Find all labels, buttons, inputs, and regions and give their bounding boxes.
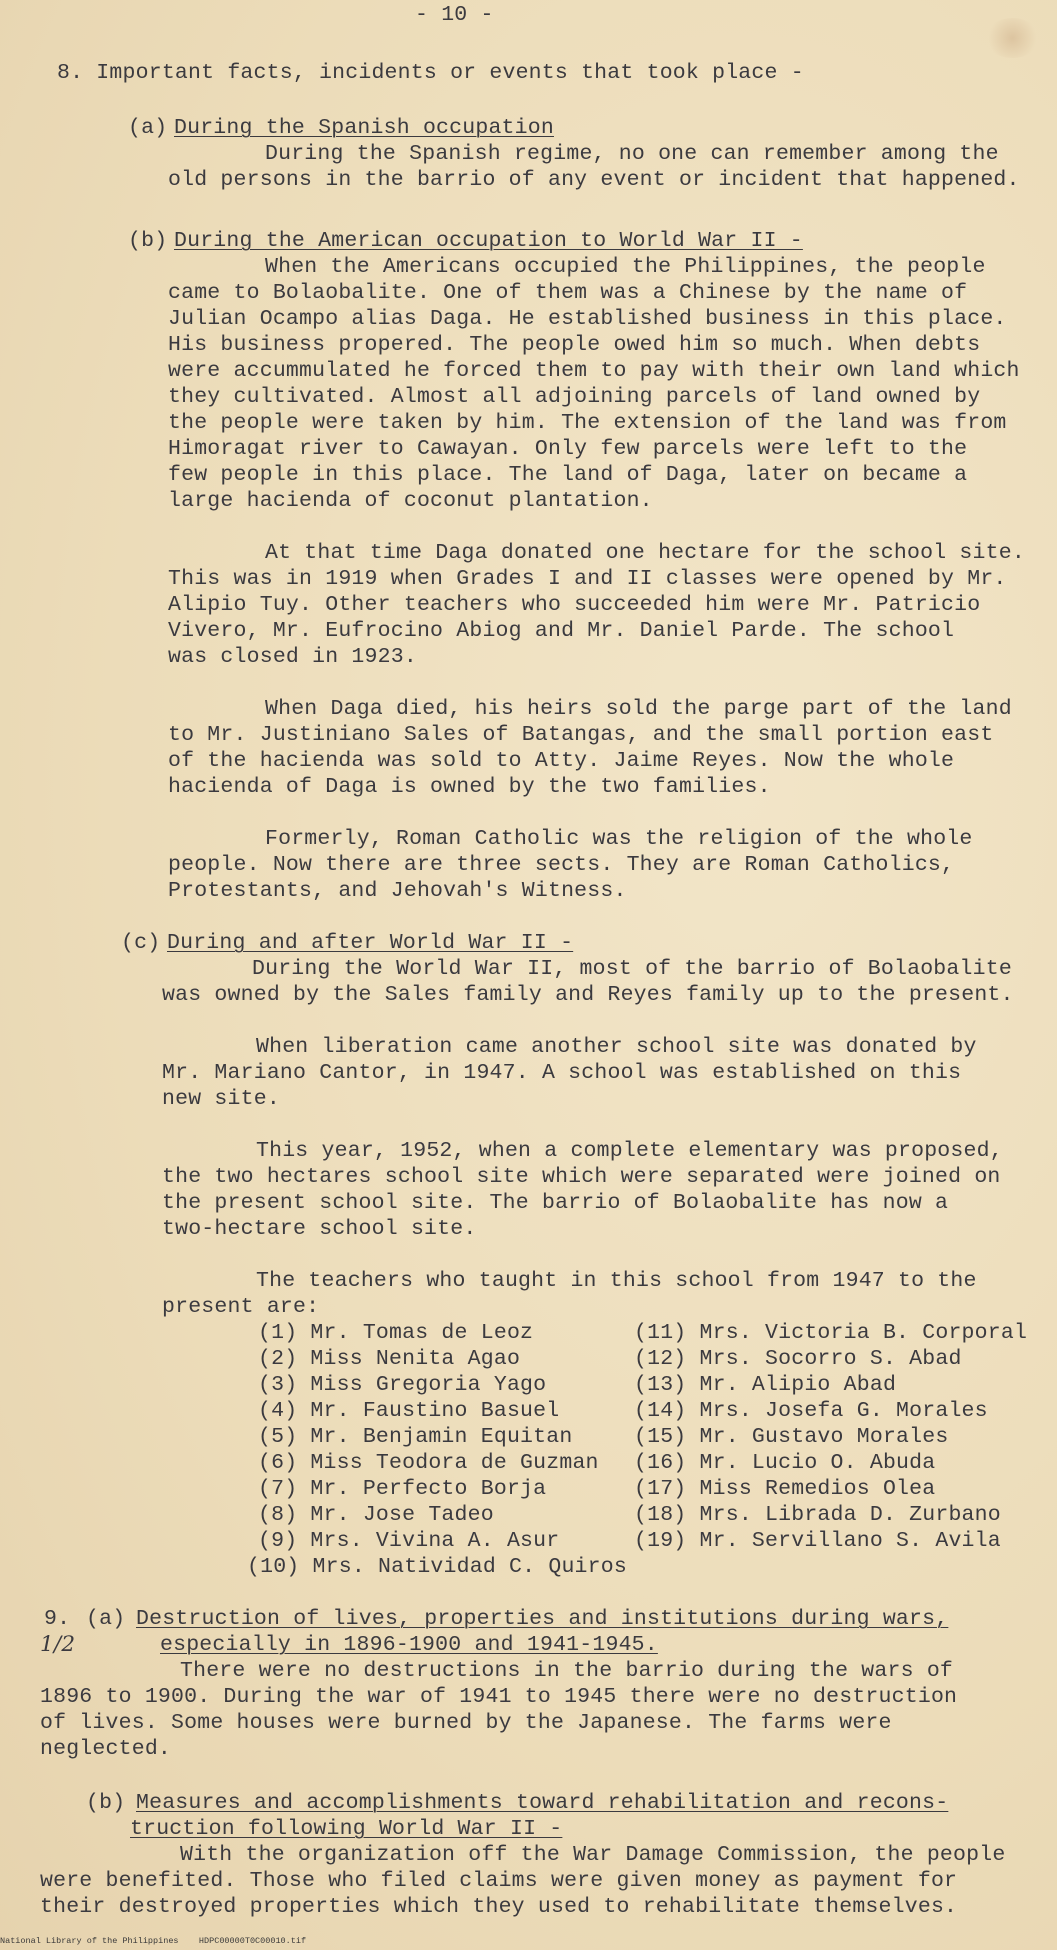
section-8c-line: two-hectare school site. [162, 1217, 477, 1241]
section-8b-line: few people in this place. The land of Daga, later on became a [168, 463, 968, 487]
section-8c-line: was owned by the Sales family and Reyes family up to the present. [162, 983, 1014, 1007]
section-9b-line: were benefited. Those who filed claims were given money as payment for [40, 1869, 958, 1893]
teacher-list-item: (4) Mr. Faustino Basuel [258, 1399, 560, 1423]
teacher-list-item: (17) Miss Remedios Olea [634, 1477, 936, 1501]
section-8b-line: Himoragat river to Cawayan. Only few parcels were left to the [168, 437, 968, 461]
section-8c-line: present are: [162, 1295, 320, 1319]
section-8c-marker: (c) [121, 931, 161, 955]
section-8b-line: of the hacienda was sold to Atty. Jaime Reyes. Now the whole [168, 749, 955, 773]
section-9b-line: their destroyed properties which they used to rehabilitate themselves. [40, 1895, 958, 1919]
section-9b-line: With the organization off the War Damage Commission, the people [180, 1843, 1006, 1867]
margin-note: 1/2 [40, 1632, 76, 1657]
teacher-list-item: (16) Mr. Lucio O. Abuda [634, 1451, 936, 1475]
teacher-list-item: (12) Mrs. Socorro S. Abad [634, 1347, 962, 1371]
section-9a-line: 1896 to 1900. During the war of 1941 to 1945 there were no destruction [40, 1685, 958, 1709]
teacher-list-item: (18) Mrs. Librada D. Zurbano [634, 1503, 1001, 1527]
section-9b-title: truction following World War II - [130, 1817, 563, 1841]
teacher-list-item: (5) Mr. Benjamin Equitan [258, 1425, 573, 1449]
section-8b-line: were accummulated he forced them to pay with their own land which [168, 359, 1020, 383]
section-8c-line: During the World War II, most of the barrio of Bolaobalite [252, 957, 1012, 981]
teacher-list-item: (6) Miss Teodora de Guzman [258, 1451, 599, 1475]
teacher-list-item: (3) Miss Gregoria Yago [258, 1373, 547, 1397]
section-8b-line: they cultivated. Almost all adjoining parcels of land owned by [168, 385, 981, 409]
teacher-list-item: (7) Mr. Perfecto Borja [258, 1477, 547, 1501]
section-9a-title: Destruction of lives, properties and institutions during wars, [136, 1607, 949, 1631]
section-8c-title: During and after World War II - [167, 931, 574, 955]
section-8b-line: the people were taken by him. The extension of the land was from [168, 411, 1007, 435]
section-9a-line: of lives. Some houses were burned by the Japanese. The farms were [40, 1711, 892, 1735]
teacher-list-item: (2) Miss Nenita Agao [258, 1347, 521, 1371]
section-8b-line: Alipio Tuy. Other teachers who succeeded him were Mr. Patricio [168, 593, 981, 617]
section-8b-line: When Daga died, his heirs sold the parge part of the land [265, 697, 1012, 721]
section-8b-line: At that time Daga donated one hectare for the school site. [265, 541, 1025, 565]
teacher-list-item: (1) Mr. Tomas de Leoz [258, 1321, 534, 1345]
section-8b-line: came to Bolaobalite. One of them was a Chinese by the name of [168, 281, 968, 305]
section-9b-title: Measures and accomplishments toward rehabilitation and recons- [136, 1791, 949, 1815]
teacher-list-item: (11) Mrs. Victoria B. Corporal [634, 1321, 1028, 1345]
teacher-list-item: (19) Mr. Servillano S. Avila [634, 1529, 1001, 1553]
section-8b-line: Vivero, Mr. Eufrocino Abiog and Mr. Daniel Parde. The school [168, 619, 955, 643]
section-8a-marker: (a) [128, 116, 168, 140]
section-8b-line: large hacienda of coconut plantation. [168, 489, 653, 513]
section-8a-line: old persons in the barrio of any event or incident that happened. [168, 168, 1020, 192]
section-8b-line: Julian Ocampo alias Daga. He established business in this place. [168, 307, 1007, 331]
section-9a-title: especially in 1896-1900 and 1941-1945. [160, 1633, 658, 1657]
section-9a-line: neglected. [40, 1737, 172, 1761]
section-8b-line: When the Americans occupied the Philippines, the people [265, 255, 986, 279]
teacher-list-item: (13) Mr. Alipio Abad [634, 1373, 897, 1397]
section-8b-line: hacienda of Daga is owned by the two families. [168, 775, 771, 799]
teacher-list-item: (14) Mrs. Josefa G. Morales [634, 1399, 988, 1423]
section-8b-title: During the American occupation to World War II - [174, 229, 803, 253]
section-9-number: 9. [44, 1607, 71, 1631]
section-8c-line: This year, 1952, when a complete elementary was proposed, [256, 1139, 1003, 1163]
section-8-heading: 8. Important facts, incidents or events that took place - [57, 61, 804, 85]
section-8b-line: Formerly, Roman Catholic was the religion of the whole [265, 827, 973, 851]
section-9b-marker: (b) [86, 1791, 126, 1815]
section-8b-marker: (b) [128, 229, 168, 253]
scan-footer: National Library of the Philippines HDPC00000T0C00010.tif [0, 1936, 307, 1946]
section-8b-line: This was in 1919 when Grades I and II classes were opened by Mr. [168, 567, 1007, 591]
teacher-list-item: (10) Mrs. Natividad C. Quiros [247, 1555, 627, 1579]
section-8c-line: The teachers who taught in this school from 1947 to the [256, 1269, 977, 1293]
section-8a-line: During the Spanish regime, no one can remember among the [265, 142, 999, 166]
section-8b-line: was closed in 1923. [168, 645, 417, 669]
section-8c-line: When liberation came another school site was donated by [256, 1035, 977, 1059]
section-8c-line: new site. [162, 1087, 280, 1111]
section-8c-line: Mr. Mariano Cantor, in 1947. A school was established on this [162, 1061, 962, 1085]
section-8b-line: Protestants, and Jehovah's Witness. [168, 879, 627, 903]
section-8b-line: people. Now there are three sects. They are Roman Catholics, [168, 853, 955, 877]
teacher-list-item: (8) Mr. Jose Tadeo [258, 1503, 494, 1527]
paper-stain [985, 18, 1040, 58]
section-8b-line: to Mr. Justiniano Sales of Batangas, and the small portion east [168, 723, 994, 747]
section-8b-line: His business propered. The people owed him so much. When debts [168, 333, 981, 357]
teacher-list-item: (9) Mrs. Vivina A. Asur [258, 1529, 560, 1553]
section-8a-title: During the Spanish occupation [174, 116, 554, 140]
section-9a-line: There were no destructions in the barrio during the wars of [180, 1659, 954, 1683]
page-number: - 10 - [415, 3, 494, 27]
teacher-list-item: (15) Mr. Gustavo Morales [634, 1425, 949, 1449]
section-9a-marker: (a) [86, 1607, 126, 1631]
section-8c-line: the two hectares school site which were separated were joined on [162, 1165, 1001, 1189]
section-8c-line: the present school site. The barrio of Bolaobalite has now a [162, 1191, 949, 1215]
